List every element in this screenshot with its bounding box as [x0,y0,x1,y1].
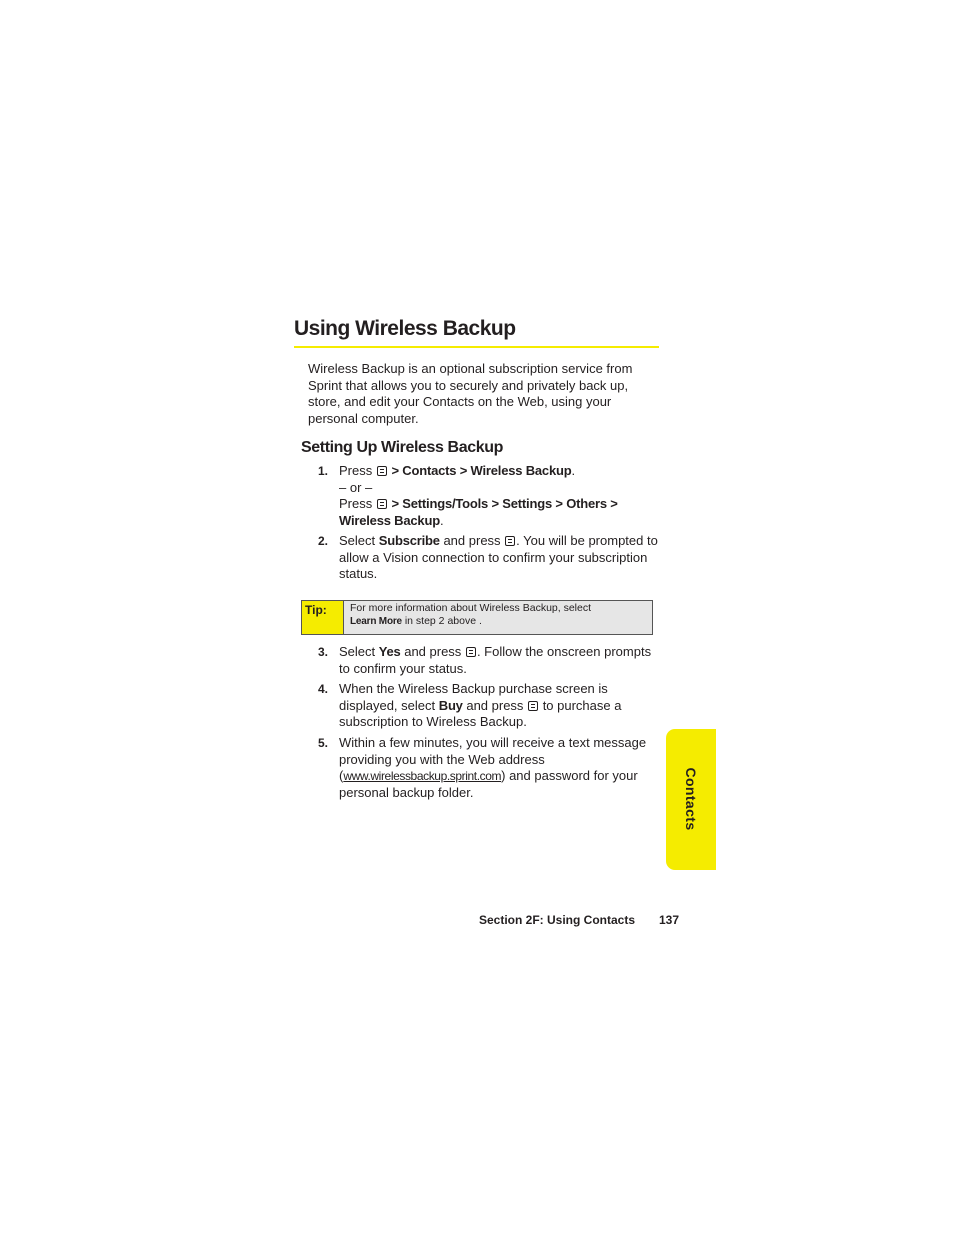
menu-key-icon [466,647,476,657]
page-footer [479,912,680,928]
menu-key-icon [377,499,387,509]
page-number: 137 [659,913,680,927]
tip-line: in step 2 above . [404,615,482,627]
step-text: When the Wireless Backup purchase screen is displayed, select [339,681,608,713]
step-text: to purchase a subscription to Wireless Backup. [339,697,622,729]
page-title: Using Wireless Backup [294,317,516,340]
footer-section: Section 2F: Using Contacts [479,913,636,927]
side-tab-label: Contacts [683,767,699,831]
tip-line: For more information about Wireless Backup, select [350,602,592,614]
title-underline [294,346,659,348]
step-text: Press [339,496,373,511]
step-number: 3. [318,645,329,659]
menu-key-icon [377,466,387,476]
menu-key-icon [528,701,538,711]
tip-option: Learn More [350,616,402,627]
step-text: . [571,463,576,478]
or-separator: – or – [339,479,373,495]
step-number: 4. [318,682,329,696]
menu-key-icon [505,536,515,546]
step-text: Press [339,463,373,478]
step-text: Select [339,644,376,659]
option-label: Yes [378,644,401,659]
option-label: Buy [438,697,463,713]
step-number: 1. [318,464,329,478]
tip-box [301,600,653,635]
step-text: and press [404,644,462,659]
step-text: and press [466,697,524,713]
tip-label: Tip: [302,601,344,634]
section-side-tab [666,729,716,870]
option-label: Subscribe [378,533,440,548]
web-address-link[interactable]: www.wirelessbackup.sprint.com [343,769,502,783]
menu-path: > Contacts > Wireless Backup [391,463,572,478]
section-heading: Setting Up Wireless Backup [301,439,503,456]
menu-path: > Settings/Tools > Settings > Others > Wireless Backup [339,496,618,528]
step-text: and press [443,533,501,548]
step-number: 2. [318,534,329,548]
step-text: . [439,512,444,528]
tip-text [344,601,652,634]
step-number: 5. [318,736,329,750]
step-text: . Follow the onscreen prompts to confirm your status. [339,644,652,676]
step-text: ) and password for your personal backup folder. [339,768,638,800]
step-text: Within a few minutes, you will receive a text message providing you with the Web address ( [339,735,647,783]
step-text: . You will be prompted to allow a Vision connection to confirm your subscription status. [339,533,658,581]
intro-paragraph: Wireless Backup is an optional subscription service from Sprint that allows you to securely and privately back up, store, and edit your Contacts on the Web, using your personal computer. [308,361,633,426]
step-text: Select [339,533,376,548]
